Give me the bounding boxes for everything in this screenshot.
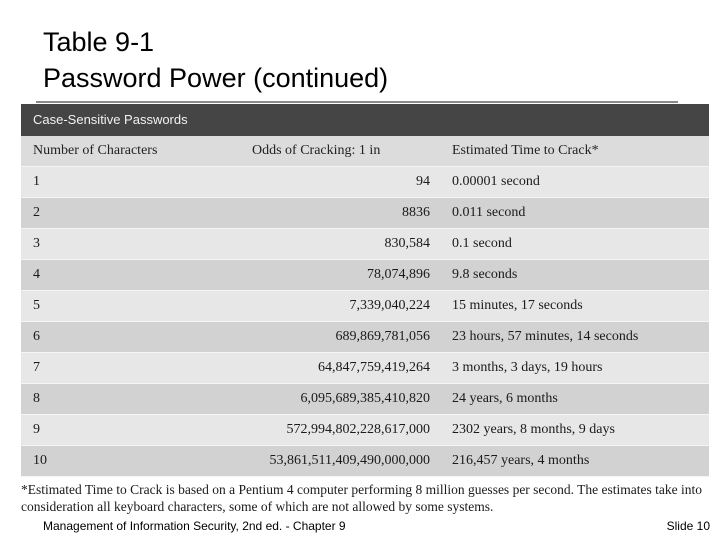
- slide-title: [43, 24, 388, 96]
- cell-characters: 5: [33, 298, 40, 313]
- cell-characters: 4: [33, 267, 40, 282]
- title-line-2: Password Power (continued): [43, 63, 389, 93]
- cell-characters: 8: [33, 391, 40, 406]
- column-header-odds: Odds of Cracking: 1 in: [252, 143, 381, 158]
- table-row: [21, 291, 709, 322]
- cell-time: 0.00001 second: [452, 174, 540, 189]
- table-row: [21, 198, 709, 229]
- cell-time: 23 hours, 57 minutes, 14 seconds: [452, 329, 639, 344]
- cell-time: 9.8 seconds: [452, 267, 518, 282]
- column-header-time: Estimated Time to Crack*: [452, 143, 599, 158]
- cell-characters: 7: [33, 360, 40, 375]
- cell-time: 0.011 second: [452, 205, 526, 220]
- cell-time: 216,457 years, 4 months: [452, 453, 590, 468]
- cell-time: 15 minutes, 17 seconds: [452, 298, 583, 313]
- cell-characters: 3: [33, 236, 40, 251]
- table-row: [21, 384, 709, 415]
- title-divider: [36, 101, 678, 103]
- cell-characters: 1: [33, 174, 40, 189]
- cell-time: 0.1 second: [452, 236, 512, 251]
- table-footnote: *Estimated Time to Crack is based on a Pentium 4 computer performing 8 million guesses per second. The estimates take into consideration all keyboard characters, some of which are not allowed by some systems.: [21, 482, 703, 514]
- column-header-row: [21, 136, 709, 167]
- table-header: Case-Sensitive Passwords: [21, 104, 709, 136]
- cell-odds: 94: [416, 174, 430, 189]
- cell-odds: 830,584: [384, 236, 430, 251]
- cell-time: 2302 years, 8 months, 9 days: [452, 422, 615, 437]
- password-table: [21, 104, 709, 477]
- cell-characters: 10: [33, 453, 47, 468]
- cell-odds: 689,869,781,056: [335, 329, 430, 344]
- cell-odds: 6,095,689,385,410,820: [300, 391, 430, 406]
- cell-odds: 8836: [402, 205, 430, 220]
- table-row: [21, 353, 709, 384]
- table-row: [21, 167, 709, 198]
- title-line-1: Table 9-1: [43, 27, 155, 57]
- table-row: [21, 260, 709, 291]
- table-row: [21, 446, 709, 477]
- cell-odds: 78,074,896: [367, 267, 430, 282]
- table-row: [21, 229, 709, 260]
- cell-time: 24 years, 6 months: [452, 391, 558, 406]
- cell-characters: 6: [33, 329, 40, 344]
- slide-footer: Management of Information Security, 2nd ed. - Chapter 9: [43, 519, 346, 533]
- cell-odds: 53,861,511,409,490,000,000: [269, 453, 430, 468]
- cell-odds: 572,994,802,228,617,000: [286, 422, 430, 437]
- table-row: [21, 415, 709, 446]
- cell-odds: 64,847,759,419,264: [318, 360, 430, 375]
- slide-number: Slide 10: [666, 519, 710, 533]
- cell-characters: 2: [33, 205, 40, 220]
- table-row: [21, 322, 709, 353]
- cell-time: 3 months, 3 days, 19 hours: [452, 360, 603, 375]
- cell-characters: 9: [33, 422, 40, 437]
- column-header-characters: Number of Characters: [33, 143, 158, 158]
- cell-odds: 7,339,040,224: [349, 298, 430, 313]
